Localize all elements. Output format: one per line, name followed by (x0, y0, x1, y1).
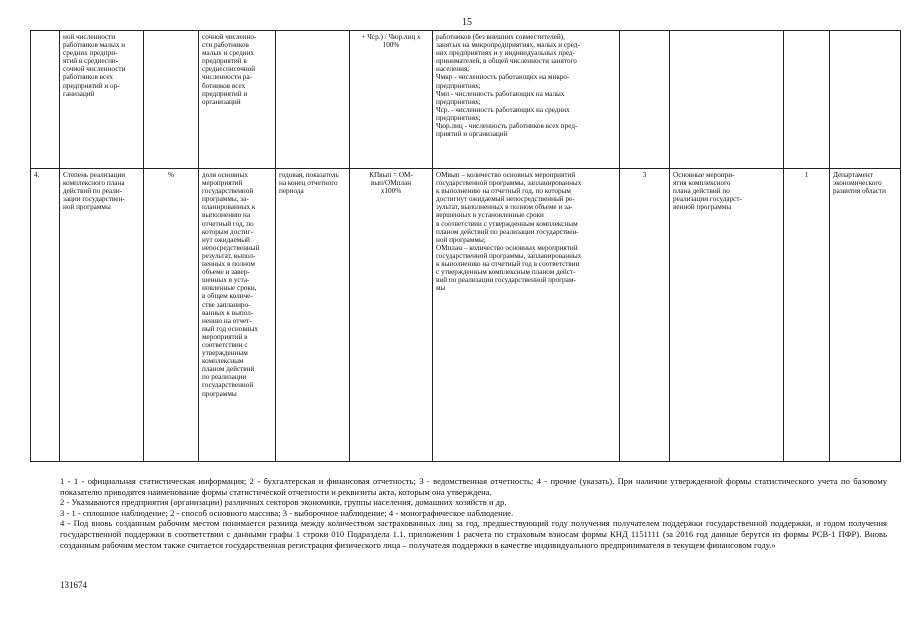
cell-number: 4. (31, 169, 60, 462)
cell-responsible (830, 31, 901, 169)
cell-number (31, 31, 60, 169)
document-code: 131674 (60, 580, 87, 590)
cell-formula: КПвып = ОМ- вып/ОМплан х100% (350, 169, 433, 462)
cell-period: годовая, показатель на конец отчетного периода (276, 169, 350, 462)
cell-unit: % (144, 169, 199, 462)
cell-formula: + Чср.) / Чюр.лиц х 100% (350, 31, 433, 169)
cell-basic-indicators: работников (без внешних совместителей), занятых на микропредприятиях, малых и сред- них предприятиях и у индивидуальных пред- принимателей, в общей численности занятого населения; Чмкр - численность работающих на микро- предприятиях; Чмп - численность работающих на малых предприятиях; Чср. - численность работающих на средних предприятиях; Чюр.лиц - численность работников всех пред- приятий и организаций (433, 31, 620, 169)
cell-basic-indicators: ОМвып – количество основных мероприятий государственной программы, запланированных к выполнению на отчетный год, по которым достигнут ожидаемый непосредственный ре- зультат, выполненных в полном объеме и за- вершенных в установленные сроки в соответствии с утвержденным комплексным планом действий по реализации государствен- ной программы; ОМплан – количество основных мероприятий государственной программы, запланированных к выполнению на отчетный год в соответствии с утвержденным комплексным планом дейст- вий по реализации государственной програм- мы (433, 169, 620, 462)
cell-method (620, 31, 670, 169)
footnote-2: 2 - Указываются предприятия (организации) различных секторов экономики, группы населения, домашних хозяйств и др. (60, 497, 507, 508)
footnote-1: 1 - 1 - официальная статистическая информация; 2 - бухгалтерская и финансовая отчетность; 3 - ведомственная отчетность; 4 - прочие (указать). При наличии утвержденной формы статистического учета по базовому показателю приводятся наименование формы статистической отчетности и реквизиты акта, которым она утверждена. (60, 476, 887, 497)
page-number: 15 (462, 17, 472, 28)
cell-source (670, 31, 784, 169)
table-row (31, 169, 901, 462)
cell-definition: сочной численно- сти работников малых и средних предприятий в среднесписочной численности ра- ботников всех предприятий и организаций (199, 31, 276, 169)
cell-observation (784, 31, 830, 169)
table-row (31, 31, 901, 169)
footnotes (60, 476, 887, 550)
indicator-table (30, 30, 901, 462)
cell-method: 3 (620, 169, 670, 462)
footnote-3: 3 - 1 - сплошное наблюдение; 2 - способ основного массива; 3 - выборочное наблюдение; 4 - монографическое наблюдение. (60, 507, 514, 518)
cell-responsible: Департамент экономического развития области (830, 169, 901, 462)
cell-indicator-name: ной численности работников малых и средних предпри- ятий в среднеспи- сочной численности работников всех предприятий и ор- ганизаций (60, 31, 144, 169)
cell-period (276, 31, 350, 169)
cell-indicator-name: Степень реализации комплексного плана действий по реали- зации государствен- ной программы (60, 169, 144, 462)
cell-observation: 1 (784, 169, 830, 462)
cell-unit (144, 31, 199, 169)
cell-source: Основные меропри- ятия комплексного плана действий по реализации государст- венной программы (670, 169, 784, 462)
cell-definition: доля основных мероприятий государственной программы, за- планированных к выполнению на отчетный год, по которым достиг- нут ожидаемый непосредственный результат, выпол- ненных в полном объеме и завер- шенных в уста- новленные сроки, в общем количе- стве запланиро- ванных к выпол- нению на отчет- ный год основных мероприятий в соответствии с утвержденным комплексным планом действий по реализации государственной программы (199, 169, 276, 462)
footnote-4: 4 - Под вновь созданным рабочим местом понимается разница между количеством застрахованных лиц за год, предшествующий году получения получателем поддержки государственной поддержки, и годом получения государственной поддержки в соответствии с данными графы 1 строки 010 Подраздела 1.1. приложения 1 расчета по страховым взносам формы КНД 1151111 (за 2016 год данные берутся из формы РСВ-1 ПФР). Вновь созданным рабочим местом также считается государственная регистрация физического лица – получателя поддержки в качестве индивидуального предпринимателя в текущем финансовом году.» (60, 518, 887, 550)
